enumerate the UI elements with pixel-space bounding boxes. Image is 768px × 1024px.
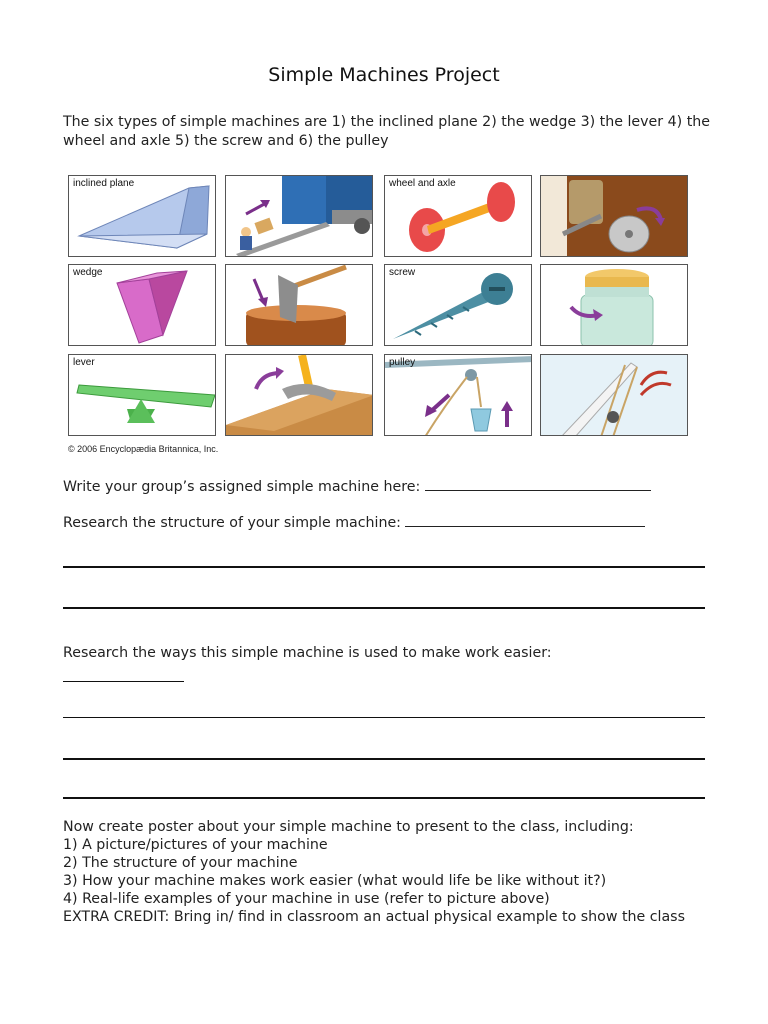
hammer-panel xyxy=(225,354,373,436)
pulley-panel xyxy=(384,354,532,436)
ways-blank[interactable] xyxy=(63,681,184,682)
flagpole-panel xyxy=(540,354,688,436)
assigned-machine-prompt: Write your group’s assigned simple machine here: xyxy=(63,479,421,495)
answer-line[interactable] xyxy=(63,566,705,568)
axe-illustration xyxy=(226,265,373,346)
intro-paragraph: The six types of simple machines are 1) the inclined plane 2) the wedge 3) the lever 4) the wheel and axle 5) the screw and 6) the pulley xyxy=(63,114,710,149)
hammer-illustration xyxy=(226,355,373,436)
wedge-panel xyxy=(68,264,216,346)
jar-lid-panel xyxy=(540,264,688,346)
jar-lid-illustration xyxy=(541,265,688,346)
inclined-plane-panel xyxy=(68,175,216,257)
assigned-machine-question xyxy=(63,476,651,495)
wheel-and-axle-panel xyxy=(384,175,532,257)
ways-prompt: Research the ways this simple machine is used to make work easier: xyxy=(63,645,552,661)
poster-item: 2) The structure of your machine xyxy=(63,855,298,871)
poster-instructions xyxy=(63,818,713,926)
wheel-and-axle-label: wheel and axle xyxy=(389,178,456,189)
assigned-machine-blank[interactable] xyxy=(425,476,651,491)
poster-item: 1) A picture/pictures of your machine xyxy=(63,837,328,853)
flagpole-illustration xyxy=(541,355,688,436)
poster-item: 3) How your machine makes work easier (what would life be like without it?) xyxy=(63,873,607,889)
inclined-plane-label: inclined plane xyxy=(73,178,135,189)
structure-blank[interactable] xyxy=(405,512,645,527)
pulley-label: pulley xyxy=(389,357,416,368)
structure-question xyxy=(63,512,645,531)
poster-item: 4) Real-life examples of your machine in use (refer to picture above) xyxy=(63,891,550,907)
doorknob-panel xyxy=(540,175,688,257)
doorknob-illustration xyxy=(541,176,688,257)
lever-panel xyxy=(68,354,216,436)
poster-intro: Now create poster about your simple machine to present to the class, including: xyxy=(63,819,634,835)
answer-line[interactable] xyxy=(63,607,705,609)
ways-question xyxy=(63,645,552,661)
page-title: Simple Machines Project xyxy=(268,64,500,86)
simple-machines-figure xyxy=(66,173,692,444)
ramp-truck-panel xyxy=(225,175,373,257)
screw-label: screw xyxy=(389,267,416,278)
lever-label: lever xyxy=(73,357,95,368)
axe-panel xyxy=(225,264,373,346)
ramp-truck-illustration xyxy=(226,176,373,257)
extra-credit: EXTRA CREDIT: Bring in/ find in classroom an actual physical example to show the class xyxy=(63,909,685,925)
figure-copyright: © 2006 Encyclopædia Britannica, Inc. xyxy=(68,444,219,454)
answer-line[interactable] xyxy=(63,758,705,760)
answer-line[interactable] xyxy=(63,717,705,718)
structure-prompt: Research the structure of your simple machine: xyxy=(63,515,401,531)
screw-panel xyxy=(384,264,532,346)
wedge-label: wedge xyxy=(73,267,103,278)
answer-line[interactable] xyxy=(63,797,705,799)
